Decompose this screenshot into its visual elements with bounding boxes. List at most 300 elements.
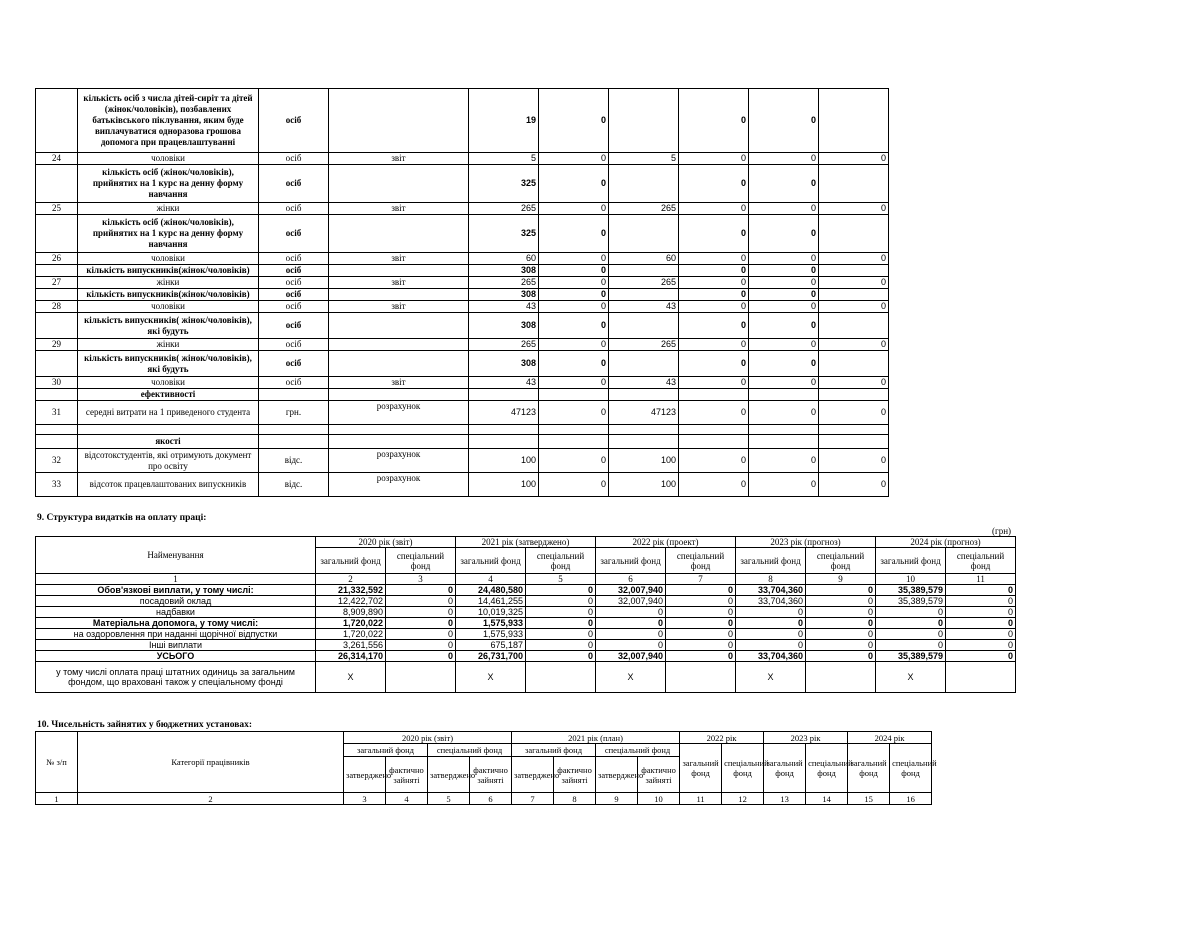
- source: звіт: [329, 301, 469, 313]
- value-cell: 265: [609, 339, 679, 351]
- value-cell: 0: [539, 277, 609, 289]
- value-cell: 0: [679, 277, 749, 289]
- value-cell: 0: [946, 618, 1016, 629]
- no-header: № з/п: [36, 732, 78, 793]
- value-cell: 0: [679, 203, 749, 215]
- table-row: [36, 265, 889, 277]
- year-header: 2020 рік (звіт): [316, 537, 456, 548]
- row-number: [36, 289, 78, 301]
- column-number: 7: [512, 793, 554, 805]
- year-header: 2020 рік (звіт): [344, 732, 512, 744]
- value-cell: 3,261,556: [316, 640, 386, 651]
- indicator-name: жінки: [78, 203, 259, 215]
- value-cell: 0: [386, 596, 456, 607]
- value-cell: 0: [679, 265, 749, 277]
- indicator-name: відсоток працевлаштованих випускників: [78, 473, 259, 497]
- year-header: 2021 рік (затверджено): [456, 537, 596, 548]
- empty-cell: [386, 662, 456, 693]
- value-cell: 0: [666, 585, 736, 596]
- unit: осіб: [259, 377, 329, 389]
- value-cell: 32,007,940: [596, 651, 666, 662]
- value-cell: 0: [819, 277, 889, 289]
- source: розрахунок: [329, 449, 469, 473]
- value-cell: [819, 351, 889, 377]
- table-row: [36, 618, 1016, 629]
- fund-header: загальний фонд: [764, 744, 806, 793]
- value-cell: 0: [679, 351, 749, 377]
- value-cell: [819, 435, 889, 449]
- special-fund-header: спеціальний фонд: [526, 548, 596, 574]
- indicator-name: чоловіки: [78, 301, 259, 313]
- value-cell: 0: [749, 377, 819, 389]
- value-cell: 0: [526, 629, 596, 640]
- value-cell: 308: [469, 351, 539, 377]
- indicator-name: кількість випускників(жінок/чоловіків): [78, 289, 259, 301]
- value-cell: 43: [609, 377, 679, 389]
- value-cell: [819, 165, 889, 203]
- column-number: 1: [36, 793, 78, 805]
- actual-header: фактично зайняті: [386, 757, 428, 793]
- column-number: 3: [386, 574, 456, 585]
- column-number: 9: [596, 793, 638, 805]
- indicator-name: [78, 425, 259, 435]
- column-number: 14: [806, 793, 848, 805]
- value-cell: 0: [679, 215, 749, 253]
- source: звіт: [329, 203, 469, 215]
- table-row: [36, 651, 1016, 662]
- approved-header: затверджено: [596, 757, 638, 793]
- column-number: 6: [470, 793, 512, 805]
- source: [329, 89, 469, 153]
- currency-unit: (грн): [992, 526, 1012, 536]
- value-cell: 0: [596, 607, 666, 618]
- value-cell: 0: [526, 607, 596, 618]
- value-cell: 0: [539, 215, 609, 253]
- approved-header: затверджено: [428, 757, 470, 793]
- approved-header: затверджено: [344, 757, 386, 793]
- x-mark: X: [876, 662, 946, 693]
- value-cell: 0: [819, 377, 889, 389]
- source: [329, 165, 469, 203]
- expense-name: Матеріальна допомога, у тому числі:: [36, 618, 316, 629]
- x-mark: X: [316, 662, 386, 693]
- column-number: 8: [554, 793, 596, 805]
- value-cell: 0: [876, 629, 946, 640]
- unit: осіб: [259, 203, 329, 215]
- indicator-name: якості: [78, 435, 259, 449]
- empty-cell: [526, 662, 596, 693]
- row-number: [36, 389, 78, 401]
- value-cell: [609, 389, 679, 401]
- value-cell: 0: [736, 618, 806, 629]
- value-cell: 0: [876, 618, 946, 629]
- value-cell: 0: [749, 165, 819, 203]
- source: [329, 351, 469, 377]
- value-cell: 0: [539, 339, 609, 351]
- value-cell: 0: [666, 640, 736, 651]
- unit: [259, 425, 329, 435]
- value-cell: [609, 289, 679, 301]
- unit: осіб: [259, 215, 329, 253]
- value-cell: 26,731,700: [456, 651, 526, 662]
- row-number: 32: [36, 449, 78, 473]
- unit: осіб: [259, 277, 329, 289]
- value-cell: [819, 265, 889, 277]
- unit: осіб: [259, 165, 329, 203]
- unit: осіб: [259, 265, 329, 277]
- value-cell: 100: [609, 473, 679, 497]
- special-fund-header: спеціальний фонд: [666, 548, 736, 574]
- section-9-title: 9. Структура видатків на оплату праці:: [37, 513, 207, 523]
- value-cell: 0: [539, 165, 609, 203]
- value-cell: 265: [609, 277, 679, 289]
- column-number: 10: [876, 574, 946, 585]
- value-cell: 0: [539, 265, 609, 277]
- column-number: 11: [946, 574, 1016, 585]
- value-cell: 5: [469, 153, 539, 165]
- value-cell: 8,909,890: [316, 607, 386, 618]
- unit: осіб: [259, 89, 329, 153]
- column-number: 5: [428, 793, 470, 805]
- column-number: 1: [36, 574, 316, 585]
- fund-header: загальний фонд: [848, 744, 890, 793]
- expense-name: Обов'язкові виплати, у тому числі:: [36, 585, 316, 596]
- value-cell: 33,704,360: [736, 596, 806, 607]
- column-number: 16: [890, 793, 932, 805]
- value-cell: 0: [749, 449, 819, 473]
- value-cell: [609, 425, 679, 435]
- value-cell: [469, 389, 539, 401]
- table-row: [36, 401, 889, 425]
- unit: відс.: [259, 473, 329, 497]
- value-cell: 0: [819, 401, 889, 425]
- row-number: [36, 351, 78, 377]
- year-header: 2022 рік (проект): [596, 537, 736, 548]
- value-cell: 0: [679, 89, 749, 153]
- value-cell: 0: [386, 640, 456, 651]
- value-cell: [609, 89, 679, 153]
- value-cell: 0: [806, 607, 876, 618]
- value-cell: 308: [469, 265, 539, 277]
- value-cell: 1,720,022: [316, 629, 386, 640]
- value-cell: 14,461,255: [456, 596, 526, 607]
- row-number: [36, 435, 78, 449]
- value-cell: 19: [469, 89, 539, 153]
- general-fund-header: загальний фонд: [316, 548, 386, 574]
- value-cell: [539, 425, 609, 435]
- value-cell: 0: [539, 401, 609, 425]
- value-cell: 1,575,933: [456, 629, 526, 640]
- value-cell: 1,720,022: [316, 618, 386, 629]
- column-number: 11: [680, 793, 722, 805]
- table-row: [36, 389, 889, 401]
- actual-header: фактично зайняті: [554, 757, 596, 793]
- column-number: 4: [386, 793, 428, 805]
- value-cell: 0: [526, 596, 596, 607]
- year-header: 2024 рік (прогноз): [876, 537, 1016, 548]
- value-cell: [469, 425, 539, 435]
- row-number: 29: [36, 339, 78, 351]
- value-cell: 0: [819, 253, 889, 265]
- value-cell: 0: [679, 153, 749, 165]
- value-cell: 0: [806, 618, 876, 629]
- value-cell: 100: [469, 449, 539, 473]
- table-row: [36, 215, 889, 253]
- unit: відс.: [259, 449, 329, 473]
- value-cell: 0: [736, 640, 806, 651]
- unit: осіб: [259, 351, 329, 377]
- value-cell: 0: [539, 449, 609, 473]
- row-number: 33: [36, 473, 78, 497]
- unit: грн.: [259, 401, 329, 425]
- x-mark: X: [596, 662, 666, 693]
- value-cell: 35,389,579: [876, 596, 946, 607]
- value-cell: 0: [749, 253, 819, 265]
- value-cell: 0: [946, 585, 1016, 596]
- value-cell: 10,019,325: [456, 607, 526, 618]
- source: розрахунок: [329, 473, 469, 497]
- value-cell: [819, 313, 889, 339]
- expense-name: надбавки: [36, 607, 316, 618]
- unit: осіб: [259, 313, 329, 339]
- value-cell: 47123: [609, 401, 679, 425]
- year-header: 2023 рік: [764, 732, 848, 744]
- indicator-name: кількість осіб (жінок/чоловіків), прийнятих на 1 курс на денну форму навчання: [78, 165, 259, 203]
- value-cell: 0: [749, 153, 819, 165]
- source: звіт: [329, 253, 469, 265]
- general-fund-header: загальний фонд: [736, 548, 806, 574]
- expense-name: на оздоровлення при наданні щорічної відпустки: [36, 629, 316, 640]
- value-cell: 265: [469, 203, 539, 215]
- table-row: [36, 153, 889, 165]
- value-cell: 0: [679, 473, 749, 497]
- general-fund-header: загальний фонд: [456, 548, 526, 574]
- table-row: [36, 435, 889, 449]
- value-cell: 0: [679, 449, 749, 473]
- table-row: [36, 253, 889, 265]
- value-cell: 0: [679, 313, 749, 339]
- value-cell: [819, 89, 889, 153]
- unit: осіб: [259, 153, 329, 165]
- source: [329, 339, 469, 351]
- value-cell: 1,575,933: [456, 618, 526, 629]
- row-number: [36, 313, 78, 339]
- value-cell: 0: [749, 339, 819, 351]
- value-cell: 0: [946, 640, 1016, 651]
- value-cell: 0: [819, 153, 889, 165]
- employees-table: [35, 731, 937, 805]
- row-number: 25: [36, 203, 78, 215]
- value-cell: 0: [526, 618, 596, 629]
- value-cell: [609, 215, 679, 253]
- fund-header: загальний фонд: [512, 744, 596, 757]
- table-row: [36, 277, 889, 289]
- fund-header: спеціальний фонд: [806, 744, 848, 793]
- value-cell: 0: [539, 253, 609, 265]
- value-cell: 0: [806, 585, 876, 596]
- expense-name: Інші виплати: [36, 640, 316, 651]
- indicator-name: відсотокстудентів, які отримують документ про освіту: [78, 449, 259, 473]
- row-number: 28: [36, 301, 78, 313]
- value-cell: [609, 313, 679, 339]
- value-cell: [469, 435, 539, 449]
- expense-name: УСЬОГО: [36, 651, 316, 662]
- value-cell: 43: [469, 377, 539, 389]
- source: [329, 265, 469, 277]
- value-cell: 675,187: [456, 640, 526, 651]
- table-row: [36, 449, 889, 473]
- value-cell: [749, 435, 819, 449]
- value-cell: 35,389,579: [876, 585, 946, 596]
- indicator-name: жінки: [78, 277, 259, 289]
- special-fund-header: спеціальний фонд: [946, 548, 1016, 574]
- value-cell: [749, 425, 819, 435]
- table-row: [36, 301, 889, 313]
- year-header: 2022 рік: [680, 732, 764, 744]
- value-cell: 0: [386, 585, 456, 596]
- value-cell: 0: [539, 203, 609, 215]
- unit: [259, 435, 329, 449]
- value-cell: [609, 435, 679, 449]
- value-cell: 0: [806, 596, 876, 607]
- table-row: [36, 289, 889, 301]
- fund-header: спеціальний фонд: [596, 744, 680, 757]
- year-header: 2021 рік (план): [512, 732, 680, 744]
- value-cell: [679, 425, 749, 435]
- value-cell: 100: [469, 473, 539, 497]
- value-cell: 0: [749, 401, 819, 425]
- table-row: [36, 607, 1016, 618]
- value-cell: 0: [386, 607, 456, 618]
- value-cell: 0: [539, 301, 609, 313]
- value-cell: 0: [736, 629, 806, 640]
- value-cell: 32,007,940: [596, 596, 666, 607]
- value-cell: 0: [679, 301, 749, 313]
- source: розрахунок: [329, 401, 469, 425]
- value-cell: 0: [819, 203, 889, 215]
- value-cell: 0: [539, 313, 609, 339]
- row-number: [36, 425, 78, 435]
- value-cell: 0: [749, 351, 819, 377]
- value-cell: 5: [609, 153, 679, 165]
- value-cell: 265: [609, 203, 679, 215]
- value-cell: 0: [749, 277, 819, 289]
- source: [329, 389, 469, 401]
- general-fund-header: загальний фонд: [596, 548, 666, 574]
- value-cell: 0: [749, 89, 819, 153]
- value-cell: 0: [679, 289, 749, 301]
- indicator-name: кількість випускників(жінок/чоловіків): [78, 265, 259, 277]
- value-cell: 21,332,592: [316, 585, 386, 596]
- category-header: Категорії працівників: [78, 732, 344, 793]
- empty-cell: [806, 662, 876, 693]
- value-cell: 325: [469, 165, 539, 203]
- value-cell: 0: [539, 473, 609, 497]
- fund-header: загальний фонд: [344, 744, 428, 757]
- indicator-name: ефективності: [78, 389, 259, 401]
- indicator-name: кількість осіб (жінок/чоловіків), прийнятих на 1 курс на денну форму навчання: [78, 215, 259, 253]
- value-cell: [609, 265, 679, 277]
- row-number: [36, 215, 78, 253]
- value-cell: 43: [609, 301, 679, 313]
- indicator-name: чоловіки: [78, 377, 259, 389]
- value-cell: 26,314,170: [316, 651, 386, 662]
- unit: осіб: [259, 289, 329, 301]
- empty-cell: [666, 662, 736, 693]
- table-row: [36, 662, 1016, 693]
- table-row: [36, 596, 1016, 607]
- value-cell: 0: [666, 629, 736, 640]
- value-cell: [539, 389, 609, 401]
- value-cell: 0: [679, 165, 749, 203]
- value-cell: 0: [666, 596, 736, 607]
- special-fund-header: спеціальний фонд: [386, 548, 456, 574]
- row-number: 24: [36, 153, 78, 165]
- value-cell: 47123: [469, 401, 539, 425]
- indicators-table: [35, 88, 889, 497]
- column-number: 13: [764, 793, 806, 805]
- value-cell: 0: [736, 607, 806, 618]
- value-cell: 0: [596, 618, 666, 629]
- value-cell: 0: [526, 640, 596, 651]
- value-cell: 0: [679, 401, 749, 425]
- value-cell: 0: [819, 449, 889, 473]
- table-row: [36, 629, 1016, 640]
- fund-header: спеціальний фонд: [890, 744, 932, 793]
- value-cell: 325: [469, 215, 539, 253]
- unit: осіб: [259, 339, 329, 351]
- value-cell: 24,480,580: [456, 585, 526, 596]
- year-header: 2024 рік: [848, 732, 932, 744]
- row-number: 26: [36, 253, 78, 265]
- section-10-title: 10. Чисельність зайнятих у бюджетних установах:: [37, 720, 253, 730]
- column-number: 4: [456, 574, 526, 585]
- table-row: [36, 377, 889, 389]
- value-cell: 0: [526, 585, 596, 596]
- staff-pay-name: у тому числі оплата праці штатних одиниць за загальним фондом, що врахованi також у спеціальному фонді: [36, 662, 316, 693]
- indicator-name: чоловіки: [78, 153, 259, 165]
- value-cell: 0: [819, 339, 889, 351]
- table-row: [36, 640, 1016, 651]
- value-cell: 0: [679, 339, 749, 351]
- actual-header: фактично зайняті: [638, 757, 680, 793]
- table-row: [36, 313, 889, 339]
- row-number: [36, 165, 78, 203]
- expense-name: посадовий оклад: [36, 596, 316, 607]
- value-cell: 265: [469, 339, 539, 351]
- salary-structure-table: [35, 536, 1016, 693]
- column-number: 2: [316, 574, 386, 585]
- value-cell: 43: [469, 301, 539, 313]
- value-cell: 0: [539, 351, 609, 377]
- value-cell: 0: [386, 651, 456, 662]
- value-cell: 0: [749, 203, 819, 215]
- column-number: 10: [638, 793, 680, 805]
- row-number: 27: [36, 277, 78, 289]
- column-number: 2: [78, 793, 344, 805]
- table-row: [36, 89, 889, 153]
- fund-header: загальний фонд: [680, 744, 722, 793]
- value-cell: 0: [819, 473, 889, 497]
- column-number: 9: [806, 574, 876, 585]
- table-row: [36, 473, 889, 497]
- row-number: 31: [36, 401, 78, 425]
- indicator-name: кількість випускників( жінок/чоловіків), які будуть: [78, 351, 259, 377]
- column-number: 15: [848, 793, 890, 805]
- value-cell: 0: [806, 629, 876, 640]
- indicator-name: жінки: [78, 339, 259, 351]
- value-cell: [819, 389, 889, 401]
